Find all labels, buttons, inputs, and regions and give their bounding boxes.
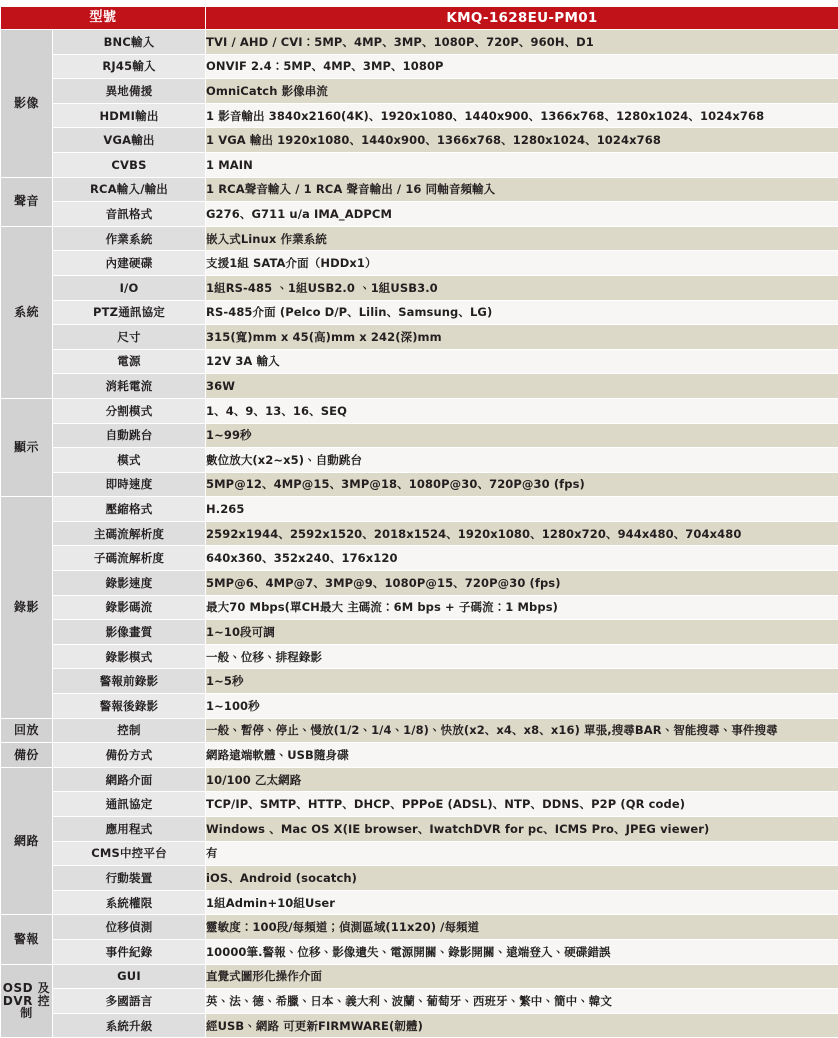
table-row <box>1 866 838 891</box>
spec-value: 一般、暫停、停止、慢放(1/2、1/4、1/8)、快放(x2、x4、x8、x16) 單張,搜尋BAR、智能搜尋、事件搜尋 <box>206 718 838 743</box>
spec-label: 錄影碼流 <box>53 595 206 620</box>
spec-value: 1 MAIN <box>206 152 838 177</box>
spec-label: 分割模式 <box>53 398 206 423</box>
table-row <box>1 620 838 645</box>
spec-label: 模式 <box>53 448 206 473</box>
table-row <box>1 472 838 497</box>
spec-label: 異地備援 <box>53 79 206 104</box>
spec-label: GUI <box>53 964 206 989</box>
spec-value: 直覺式圖形化操作介面 <box>206 964 838 989</box>
spec-label: 錄影速度 <box>53 571 206 596</box>
spec-value: 嵌入式Linux 作業系統 <box>206 226 838 251</box>
spec-value: 1組RS-485 、1組USB2.0 、1組USB3.0 <box>206 275 838 300</box>
spec-value: 10000筆.警報、位移、影像遺失、電源開關、錄影開關、遠端登入、硬碟錯誤 <box>206 939 838 964</box>
table-row <box>1 448 838 473</box>
spec-value: 有 <box>206 841 838 866</box>
spec-value: RS-485介面 (Pelco D/P、Lilin、Samsung、LG) <box>206 300 838 325</box>
spec-value: 640x360、352x240、176x120 <box>206 546 838 571</box>
category-cell: 顯示 <box>1 398 53 496</box>
spec-label: RCA輸入/輸出 <box>53 177 206 202</box>
table-row <box>1 694 838 719</box>
spec-value: 數位放大(x2~x5)、自動跳台 <box>206 448 838 473</box>
category-cell: 備份 <box>1 743 53 768</box>
spec-label: BNC輸入 <box>53 30 206 55</box>
spec-value: 1~99秒 <box>206 423 838 448</box>
table-row <box>1 595 838 620</box>
table-body <box>1 30 838 1038</box>
table-row <box>1 792 838 817</box>
table-row <box>1 275 838 300</box>
model-number-header: KMQ-1628EU-PM01 <box>206 7 838 30</box>
table-row <box>1 841 838 866</box>
table-row <box>1 915 838 940</box>
table-row <box>1 300 838 325</box>
spec-value: ONVIF 2.4：5MP、4MP、3MP、1080P <box>206 54 838 79</box>
table-row <box>1 521 838 546</box>
category-cell: 影像 <box>1 30 53 178</box>
table-row <box>1 202 838 227</box>
spec-label: PTZ通訊協定 <box>53 300 206 325</box>
category-cell <box>1 964 53 1038</box>
category-cell: 錄影 <box>1 497 53 718</box>
spec-label: 事件紀錄 <box>53 939 206 964</box>
spec-value: iOS、Android (socatch) <box>206 866 838 891</box>
spec-value: 10/100 乙太網路 <box>206 767 838 792</box>
header-row <box>1 7 838 30</box>
spec-label: 應用程式 <box>53 817 206 842</box>
spec-label: 錄影模式 <box>53 644 206 669</box>
spec-value: 1 影音輸出 3840x2160(4K)、1920x1080、1440x900、1366x768、1280x1024、1024x768 <box>206 103 838 128</box>
spec-value: 1~10段可調 <box>206 620 838 645</box>
category-cell: 回放 <box>1 718 53 743</box>
spec-value: 1 VGA 輸出 1920x1080、1440x900、1366x768、1280x1024、1024x768 <box>206 128 838 153</box>
table-row <box>1 374 838 399</box>
spec-label: 網路介面 <box>53 767 206 792</box>
spec-label: 音訊格式 <box>53 202 206 227</box>
spec-value: TCP/IP、SMTP、HTTP、DHCP、PPPoE (ADSL)、NTP、DDNS、P2P (QR code) <box>206 792 838 817</box>
spec-value: 1、4、9、13、16、SEQ <box>206 398 838 423</box>
table-row <box>1 177 838 202</box>
category-cell: 系統 <box>1 226 53 398</box>
spec-label: 自動跳台 <box>53 423 206 448</box>
spec-value: H.265 <box>206 497 838 522</box>
table-row <box>1 325 838 350</box>
spec-value: 36W <box>206 374 838 399</box>
spec-value: 靈敏度：100段/每頻道；偵測區域(11x20) /每頻道 <box>206 915 838 940</box>
spec-label: 消耗電流 <box>53 374 206 399</box>
spec-value: 1~100秒 <box>206 694 838 719</box>
spec-value: 網路遠端軟體、USB隨身碟 <box>206 743 838 768</box>
spec-value: 12V 3A 輸入 <box>206 349 838 374</box>
spec-value: 經USB、網路 可更新FIRMWARE(韌體) <box>206 1013 838 1038</box>
table-row <box>1 251 838 276</box>
table-row <box>1 423 838 448</box>
table-row <box>1 571 838 596</box>
table-row <box>1 497 838 522</box>
category-label-line: OSD 及 <box>1 982 52 995</box>
category-label-line: DVR 控制 <box>1 995 52 1020</box>
spec-label: 作業系統 <box>53 226 206 251</box>
spec-label: 備份方式 <box>53 743 206 768</box>
spec-value: 最大70 Mbps(單CH最大 主碼流：6M bps + 子碼流：1 Mbps) <box>206 595 838 620</box>
spec-label: 警報後錄影 <box>53 694 206 719</box>
specification-table <box>0 6 838 1038</box>
table-row <box>1 103 838 128</box>
category-cell: 網路 <box>1 767 53 915</box>
spec-value: TVI / AHD / CVI：5MP、4MP、3MP、1080P、720P、960H、D1 <box>206 30 838 55</box>
spec-label: 子碼流解析度 <box>53 546 206 571</box>
table-row <box>1 349 838 374</box>
table-row <box>1 939 838 964</box>
category-cell: 警報 <box>1 915 53 964</box>
spec-value: 5MP@6、4MP@7、3MP@9、1080P@15、720P@30 (fps) <box>206 571 838 596</box>
table-header <box>1 7 838 30</box>
table-row <box>1 398 838 423</box>
spec-label: I/O <box>53 275 206 300</box>
spec-label: 通訊協定 <box>53 792 206 817</box>
spec-label: VGA輸出 <box>53 128 206 153</box>
table-row <box>1 1013 838 1038</box>
spec-label: 壓縮格式 <box>53 497 206 522</box>
spec-label: 系統權限 <box>53 890 206 915</box>
spec-label: 系統升級 <box>53 1013 206 1038</box>
table-row <box>1 669 838 694</box>
spec-value: 1組Admin+10組User <box>206 890 838 915</box>
spec-label: 控制 <box>53 718 206 743</box>
table-row <box>1 817 838 842</box>
spec-label: 尺寸 <box>53 325 206 350</box>
spec-label: 電源 <box>53 349 206 374</box>
category-cell: 聲音 <box>1 177 53 226</box>
spec-label: 即時速度 <box>53 472 206 497</box>
table-row <box>1 152 838 177</box>
spec-label: RJ45輸入 <box>53 54 206 79</box>
table-row <box>1 54 838 79</box>
table-row <box>1 767 838 792</box>
spec-value: 英、法、德、希臘、日本、義大利、波蘭、葡萄牙、西班牙、繁中、簡中、韓文 <box>206 989 838 1014</box>
spec-label: HDMI輸出 <box>53 103 206 128</box>
table-row <box>1 743 838 768</box>
spec-label: 內建硬碟 <box>53 251 206 276</box>
spec-label: CVBS <box>53 152 206 177</box>
table-row <box>1 718 838 743</box>
spec-value: 1 RCA聲音輸入 / 1 RCA 聲音輸出 / 16 同軸音頻輸入 <box>206 177 838 202</box>
spec-value: OmniCatch 影像串流 <box>206 79 838 104</box>
table-row <box>1 546 838 571</box>
table-row <box>1 226 838 251</box>
spec-label: 警報前錄影 <box>53 669 206 694</box>
table-row <box>1 989 838 1014</box>
spec-value: 315(寬)mm x 45(高)mm x 242(深)mm <box>206 325 838 350</box>
table-row <box>1 30 838 55</box>
table-row <box>1 644 838 669</box>
spec-label: 位移偵測 <box>53 915 206 940</box>
spec-value: Windows 、Mac OS X(IE browser、IwatchDVR for pc、ICMS Pro、JPEG viewer) <box>206 817 838 842</box>
table-row <box>1 964 838 989</box>
table-row <box>1 79 838 104</box>
spec-value: 1~5秒 <box>206 669 838 694</box>
spec-value: 一般、位移、排程錄影 <box>206 644 838 669</box>
spec-value: 2592x1944、2592x1520、2018x1524、1920x1080、1280x720、944x480、704x480 <box>206 521 838 546</box>
spec-label: 行動裝置 <box>53 866 206 891</box>
table-row <box>1 128 838 153</box>
spec-label: CMS中控平台 <box>53 841 206 866</box>
spec-header-label: 型號 <box>1 7 206 30</box>
spec-value: G276、G711 u/a IMA_ADPCM <box>206 202 838 227</box>
spec-label: 主碼流解析度 <box>53 521 206 546</box>
spec-label: 多國語言 <box>53 989 206 1014</box>
spec-value: 5MP@12、4MP@15、3MP@18、1080P@30、720P@30 (fps) <box>206 472 838 497</box>
table-row <box>1 890 838 915</box>
spec-label: 影像畫質 <box>53 620 206 645</box>
spec-value: 支援1組 SATA介面（HDDx1） <box>206 251 838 276</box>
